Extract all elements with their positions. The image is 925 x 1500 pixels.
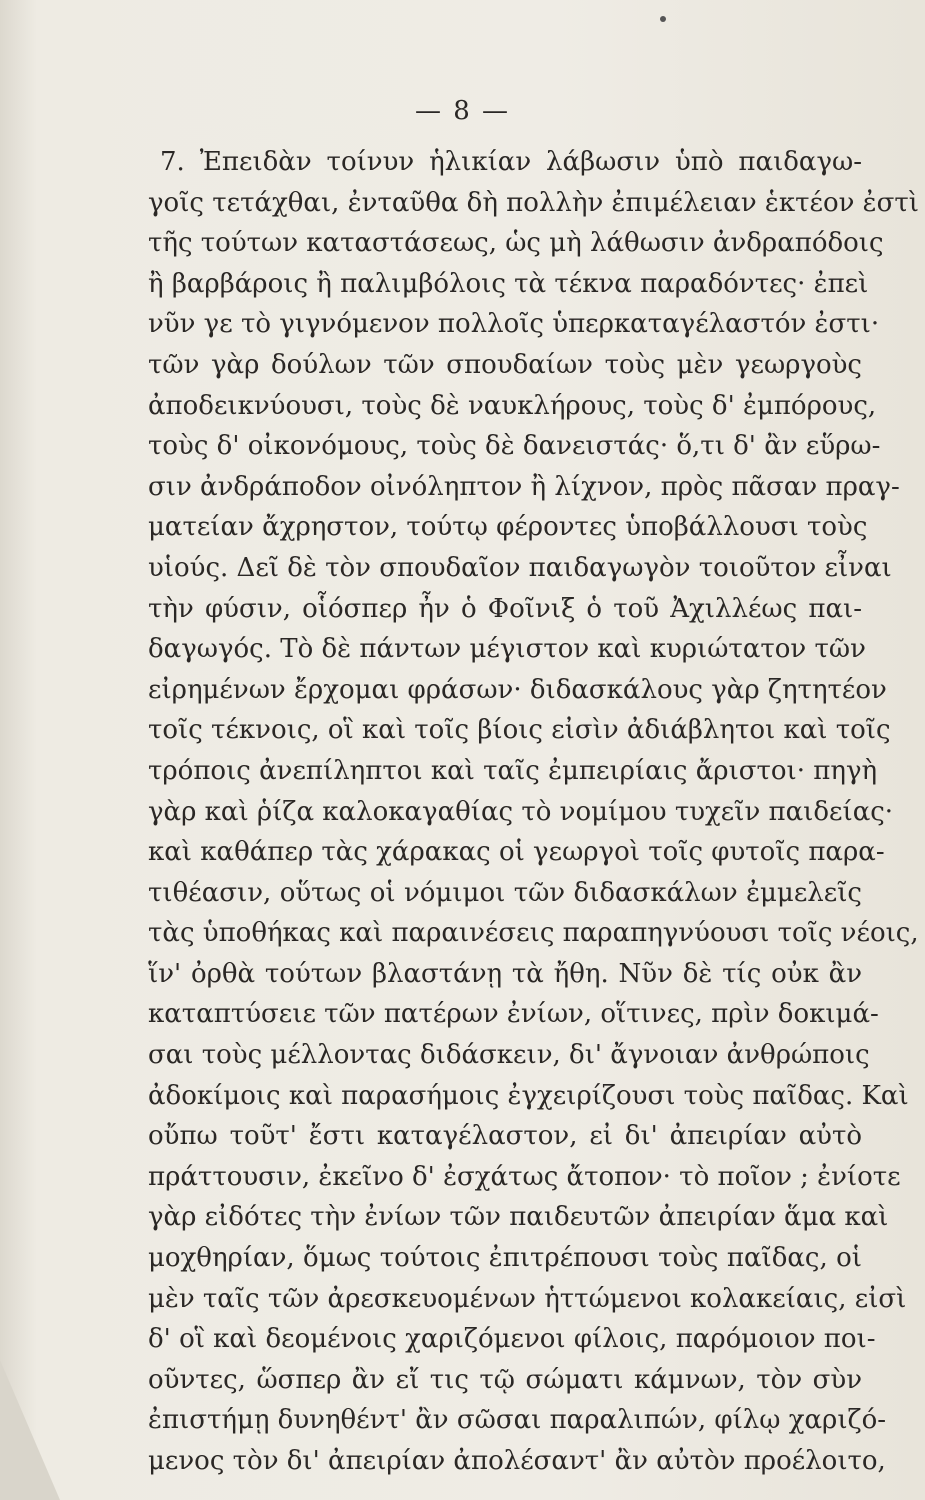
text-line: καὶ καθάπερ τὰς χάρακας οἱ γεωργοὶ τοῖς φυτοῖς παρα-	[148, 837, 885, 868]
text-line: τὴν φύσιν, οἷόσπερ ἦν ὁ Φοῖνιξ ὁ τοῦ Ἀχιλλέως παι-	[148, 593, 862, 624]
text-line: δ' οἳ καὶ δεομένοις χαριζόμενοι φίλοις, παρόμοιον ποι-	[148, 1324, 876, 1355]
text-line: νῦν γε τὸ γιγνόμενον πολλοῖς ὑπερκαταγέλαστόν ἐστι·	[148, 309, 880, 340]
text-line: τὰς ὑποθήκας καὶ παραινέσεις παραπηγνύουσι τοῖς νέοις,	[148, 918, 919, 949]
text-line: τρόποις ἀνεπίληπτοι καὶ ταῖς ἐμπειρίαις ἄριστοι· πηγὴ	[148, 755, 878, 786]
text-line: γοῖς τετάχθαι, ἐνταῦθα δὴ πολλὴν ἐπιμέλειαν ἑκτέον ἐστὶ	[148, 187, 919, 218]
text-line: ματείαν ἄχρηστον, τούτῳ φέροντες ὑποβάλλουσι τοὺς	[148, 512, 868, 543]
text-line: ἀδοκίμοις καὶ παρασήμοις ἐγχειρίζουσι τοὺς παῖδας. Καὶ	[148, 1080, 909, 1111]
text-line: ἀποδεικνύουσι, τοὺς δὲ ναυκλήρους, τοὺς δ' ἐμπόρους,	[148, 390, 877, 421]
text-line: πράττουσιν, ἐκεῖνο δ' ἐσχάτως ἄτοπον· τὸ ποῖον ; ἐνίοτε	[148, 1161, 901, 1192]
text-line: οὔπω τοῦτ' ἔστι καταγέλαστον, εἰ δι' ἀπειρίαν αὐτὸ	[148, 1121, 862, 1152]
text-line: τῶν γὰρ δούλων τῶν σπουδαίων τοὺς μὲν γεωργοὺς	[148, 349, 862, 380]
page-corner-fold	[0, 1360, 60, 1500]
ink-speck	[660, 16, 666, 22]
text-line: καταπτύσειε τῶν πατέρων ἐνίων, οἵτινες, πρὶν δοκιμά-	[148, 999, 879, 1030]
text-line: μὲν ταῖς τῶν ἀρεσκευομένων ἡττώμενοι κολακείαις, εἰσὶ	[148, 1283, 907, 1314]
text-line: σιν ἀνδράποδον οἰνόληπτον ἢ λίχνον, πρὸς πᾶσαν πραγ-	[148, 471, 900, 502]
text-line: τῆς τούτων καταστάσεως, ὡς μὴ λάθωσιν ἀνδραπόδοις	[148, 228, 884, 259]
text-line: δαγωγός. Τὸ δὲ πάντων μέγιστον καὶ κυριώτατον τῶν	[148, 634, 866, 665]
body-text	[148, 142, 919, 1482]
text-line: τοῖς τέκνοις, οἳ καὶ τοῖς βίοις εἰσὶν ἀδιάβλητοι καὶ τοῖς	[148, 715, 891, 746]
text-line: εἰρημένων ἔρχομαι φράσων· διδασκάλους γὰρ ζητητέον	[148, 674, 887, 705]
text-line: γὰρ καὶ ῥίζα καλοκαγαθίας τὸ νομίμου τυχεῖν παιδείας·	[148, 796, 894, 827]
text-line: μοχθηρίαν, ὅμως τούτοις ἐπιτρέπουσι τοὺς παῖδας, οἱ	[148, 1243, 862, 1274]
text-line: ἵν' ὀρθὰ τούτων βλαστάνῃ τὰ ἤθη. Νῦν δὲ τίς οὐκ ἂν	[148, 958, 862, 989]
text-line: γὰρ εἰδότες τὴν ἐνίων τῶν παιδευτῶν ἀπειρίαν ἅμα καὶ	[148, 1202, 889, 1233]
text-line: 7. Ἐπειδὰν τοίνυν ἡλικίαν λάβωσιν ὑπὸ παιδαγω-	[160, 147, 862, 177]
text-line: μενος τὸν δι' ἀπειρίαν ἀπολέσαντ' ἂν αὐτὸν προέλοιτο,	[148, 1446, 886, 1476]
page-number: — 8 —	[414, 96, 511, 126]
text-line: ἢ βαρβάροις ἢ παλιμβόλοις τὰ τέκνα παραδόντες· ἐπεὶ	[148, 268, 869, 299]
text-line: τοὺς δ' οἰκονόμους, τοὺς δὲ δανειστάς· ὅ,τι δ' ἂν εὕρω-	[148, 431, 881, 462]
text-line: υἱούς. Δεῖ δὲ τὸν σπουδαῖον παιδαγωγὸν τοιοῦτον εἶναι	[148, 552, 892, 583]
text-line: σαι τοὺς μέλλοντας διδάσκειν, δι' ἄγνοιαν ἀνθρώποις	[148, 1040, 870, 1071]
text-line: ἐπιστήμῃ δυνηθέντ' ἂν σῶσαι παραλιπών, φίλῳ χαριζό-	[148, 1405, 887, 1436]
text-line: τιθέασιν, οὕτως οἱ νόμιμοι τῶν διδασκάλων ἐμμελεῖς	[148, 877, 862, 908]
text-line: οῦντες, ὥσπερ ἂν εἴ τις τῷ σώματι κάμνων, τὸν σὺν	[148, 1364, 862, 1395]
